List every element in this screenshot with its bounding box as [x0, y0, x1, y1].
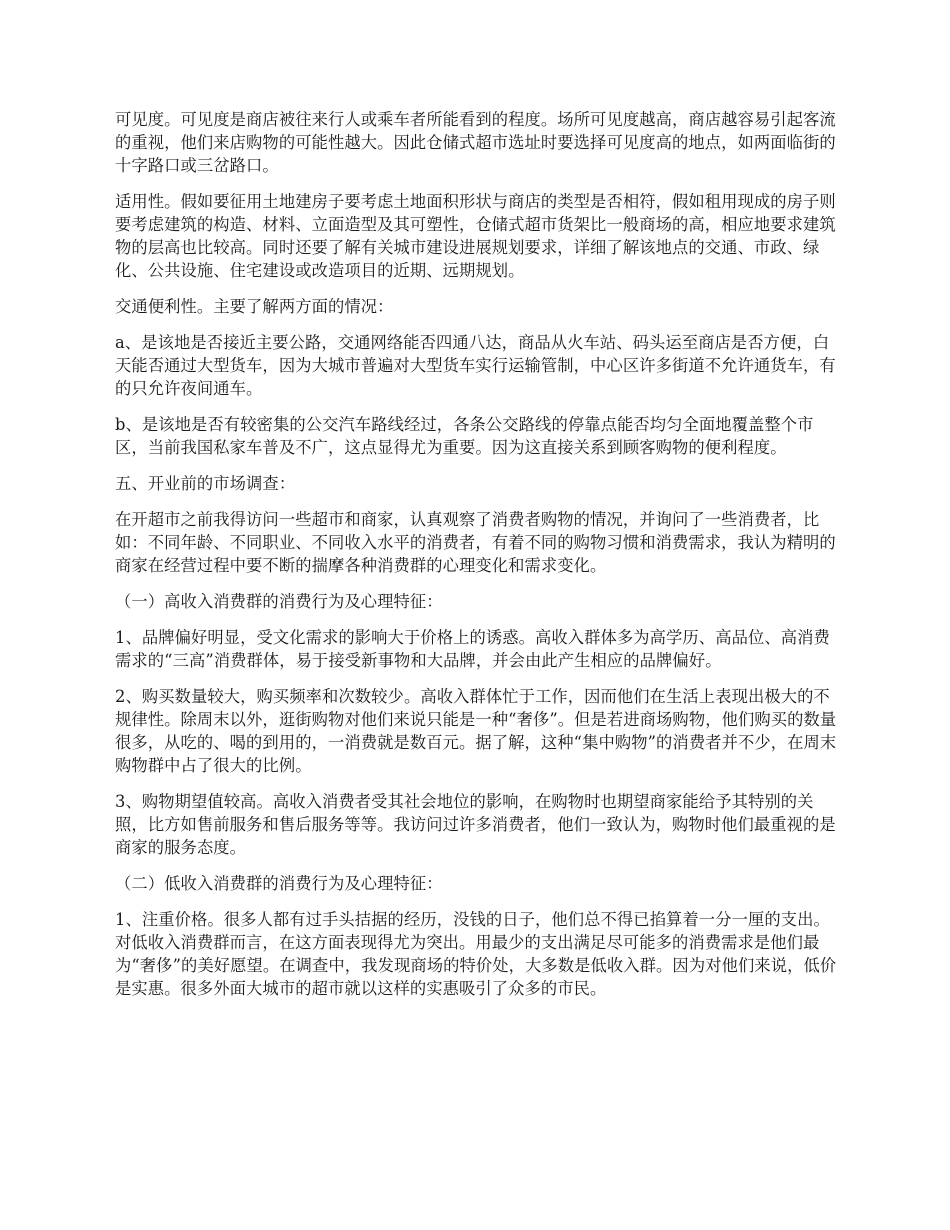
section-heading-market-survey: 五、开业前的市场调查：	[115, 474, 296, 493]
paragraph-visibility: 可见度。可见度是商店被往来行人或乘车者所能看到的程度。场所可见度越高，商店越容易引起客流的重视，他们来店购物的可能性越大。因此仓储式超市选址时要选择可见度高的地点，如两面临街的十字路口或三岔路口。	[115, 110, 836, 175]
paragraph-high-income-2: 2、购买数量较大，购买频率和次数较少。高收入群体忙于工作，因而他们在生活上表现出极大的不规律性。除周末以外，逛街购物对他们来说只能是一种“奢侈”。但是若进商场购物，他们购买的数量很多，从吃的、喝的到用的，一消费就是数百元。据了解，这种“集中购物”的消费者并不少，在周末购物群中占了很大的比例。	[115, 687, 837, 775]
paragraph-applicability: 适用性。假如要征用土地建房子要考虑土地面积形状与商店的类型是否相符，假如租用现成的房子则要考虑建筑的构造、材料、立面造型及其可塑性，仓储式超市货架比一般商场的高，相应地要求建筑物的层高也比较高。同时还要了解有关城市建设进展规划要求，详细了解该地点的交通、市政、绿化、公共设施、住宅建设或改造项目的近期、远期规划。	[115, 192, 836, 280]
subheading-low-income: （二）低收入消费群的消费行为及心理特征：	[115, 874, 443, 893]
paragraph-low-income-1: 1、注重价格。很多人都有过手头拮据的经历，没钱的日子，他们总不得已掐算着一分一厘的支出。对低收入消费群而言，在这方面表现得尤为突出。用最少的支出满足尽可能多的消费需求是他们最为“奢侈”的美好愿望。在调查中，我发现商场的特价处，大多数是低收入群。因为对他们来说，低价是实惠。很多外面大城市的超市就以这样的实惠吸引了众多的市民。	[115, 910, 837, 998]
document-page	[115, 108, 841, 1013]
paragraph-high-income-3: 3、购物期望值较高。高收入消费者受其社会地位的影响，在购物时也期望商家能给予其特别的关照，比方如售前服务和售后服务等等。我访问过许多消费者，他们一致认为，购物时他们最重视的是商家的服务态度。	[115, 792, 836, 857]
paragraph-high-income-1: 1、品牌偏好明显，受文化需求的影响大于价格上的诱惑。高收入群体多为高学历、高品位、高消费需求的“三高”消费群体，易于接受新事物和大品牌，并会由此产生相应的品牌偏好。	[115, 628, 830, 670]
paragraph-survey-intro: 在开超市之前我得访问一些超市和商家，认真观察了消费者购物的情况，并询问了一些消费者，比如：不同年龄、不同职业、不同收入水平的消费者，有着不同的购物习惯和消费需求，我认为精明的商家在经营过程中要不断的揣摩各种消费群的心理变化和需求变化。	[115, 510, 836, 575]
subheading-high-income: （一）高收入消费群的消费行为及心理特征：	[115, 592, 443, 611]
paragraph-transport-b: b、是该地是否有较密集的公交汽车路线经过，各条公交路线的停靠点能否均匀全面地覆盖整个市区，当前我国私家车普及不广，这点显得尤为重要。因为这直接关系到顾客购物的便利程度。	[115, 415, 814, 457]
paragraph-transport-intro: 交通便利性。主要了解两方面的情况：	[115, 297, 394, 316]
paragraph-transport-a: a、是该地是否接近主要公路，交通网络能否四通八达，商品从火车站、码头运至商店是否方便，白天能否通过大型货车，因为大城市普遍对大型货车实行运输管制，中心区许多街道不允许通货车，有的只允许夜间通车。	[115, 333, 836, 398]
